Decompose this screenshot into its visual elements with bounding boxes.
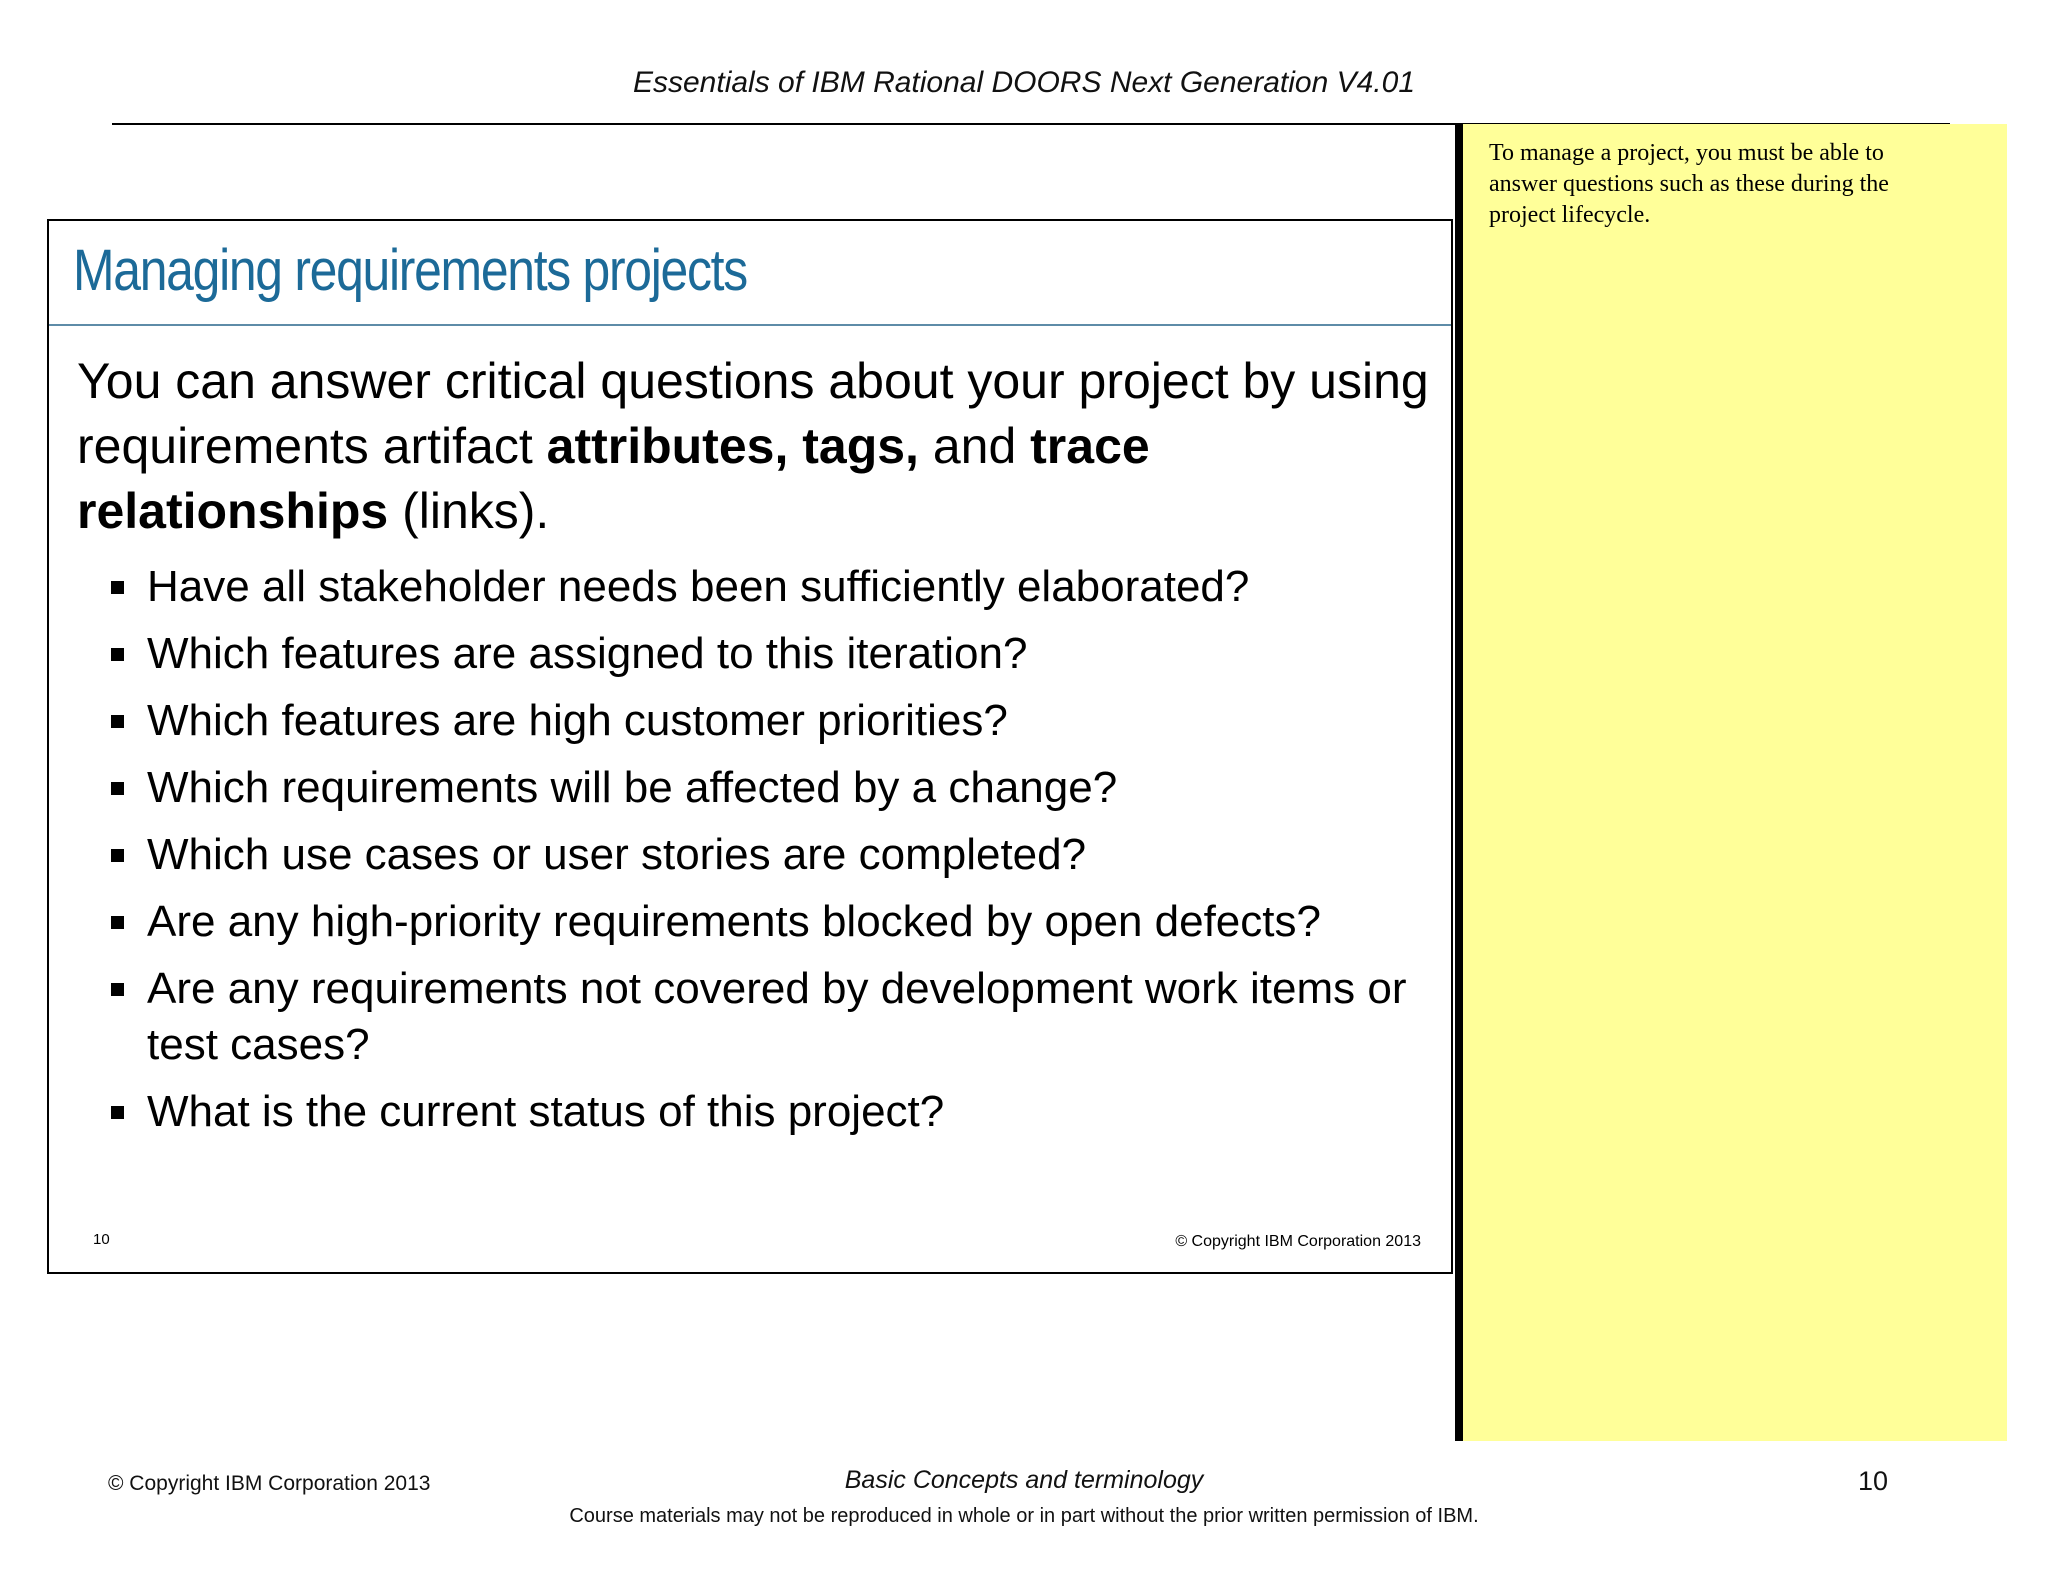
document-header-title: Essentials of IBM Rational DOORS Next Generation V4.01	[632, 66, 1416, 99]
intro-bold-trace-relationships: trace relationships	[77, 418, 1150, 539]
slide-intro-text	[77, 349, 1447, 544]
slide-panel	[47, 219, 1453, 1274]
slide-title: Managing requirements projects	[73, 238, 747, 303]
bullet-square-icon	[111, 715, 124, 728]
question-text: Are any requirements not covered by development work items or test cases?	[147, 964, 1407, 1069]
bullet-square-icon	[111, 648, 124, 661]
slide-number: 10	[93, 1231, 110, 1248]
slide-copyright: © Copyright IBM Corporation 2013	[1175, 1233, 1421, 1250]
question-item	[109, 626, 1429, 682]
question-text: Which features are assigned to this iteration?	[147, 629, 1028, 678]
question-item	[109, 760, 1429, 816]
footer-legal-notice: Course materials may not be reproduced in whole or in part without the prior written permission of IBM.	[569, 1505, 1479, 1527]
question-item	[109, 827, 1429, 883]
question-text: Which features are high customer priorities?	[147, 696, 1008, 745]
bullet-square-icon	[111, 1106, 124, 1119]
question-item	[109, 961, 1429, 1073]
intro-bold-attributes-tags: attributes, tags,	[546, 418, 919, 474]
bullet-square-icon	[111, 581, 124, 594]
question-text: What is the current status of this project?	[147, 1087, 945, 1136]
title-divider	[49, 324, 1451, 326]
question-item	[109, 559, 1429, 615]
question-item	[109, 693, 1429, 749]
footer-page-number: 10	[1858, 1466, 1889, 1496]
intro-text-part: (links).	[388, 483, 550, 539]
question-text: Which requirements will be affected by a change?	[147, 763, 1118, 812]
question-text: Are any high-priority requirements blocked by open defects?	[147, 897, 1321, 946]
bullet-square-icon	[111, 849, 124, 862]
intro-text-part: and	[918, 418, 1031, 474]
question-list	[109, 559, 1429, 1151]
bullet-square-icon	[111, 983, 124, 996]
question-text: Which use cases or user stories are completed?	[147, 830, 1087, 879]
intro-text-part: You can answer critical questions about your project by using requirements artifact	[77, 353, 1429, 474]
question-item	[109, 1084, 1429, 1140]
footer-copyright: © Copyright IBM Corporation 2013	[108, 1472, 431, 1495]
question-item	[109, 894, 1429, 950]
bullet-square-icon	[111, 916, 124, 929]
footer-section-title: Basic Concepts and terminology	[844, 1466, 1204, 1494]
notes-divider	[1455, 124, 1463, 1441]
bullet-square-icon	[111, 782, 124, 795]
question-text: Have all stakeholder needs been sufficiently elaborated?	[147, 562, 1250, 611]
speaker-notes-text: To manage a project, you must be able to answer questions such as these during the project lifecycle.	[1489, 140, 1889, 228]
speaker-notes-panel	[1463, 124, 2007, 1441]
